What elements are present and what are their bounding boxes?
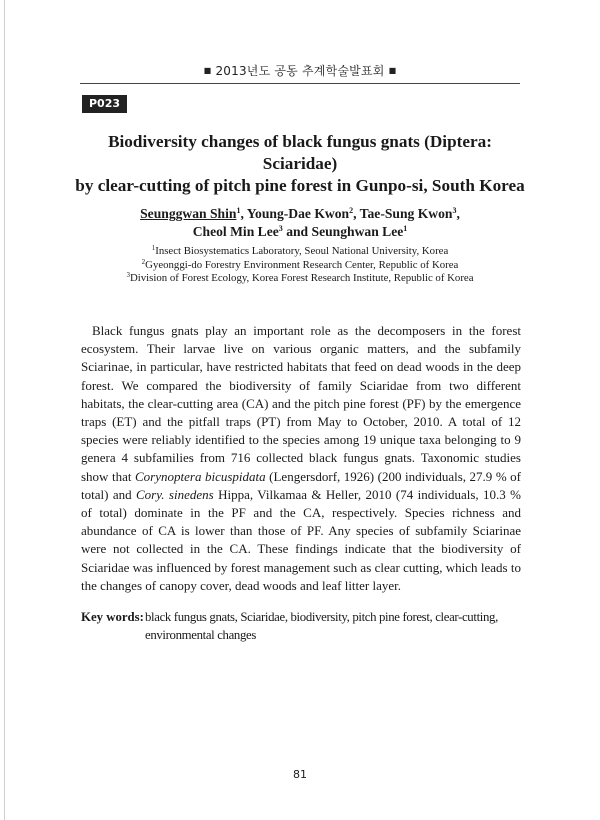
affiliation-text: Gyeonggi-do Forestry Environment Research Center, Republic of Korea [145, 258, 459, 271]
species-name: Cory. sinedens [135, 486, 214, 502]
keywords-text: black fungus gnats, Sciaridae, biodiversity, pitch pine forest, clear-cutting, environmental changes [145, 610, 498, 642]
author-line-2 [80, 223, 520, 241]
affiliation-item [70, 272, 530, 286]
author-separator: , [456, 206, 460, 221]
author-name: Tae-Sung Kwon [359, 206, 453, 221]
square-bullet-icon: ■ [388, 66, 397, 75]
author-name: Cheol Min Lee [192, 224, 279, 239]
title-line-1: Biodiversity changes of black fungus gnats (Diptera: Sciaridae) [108, 132, 492, 173]
author-name: Seunggwan Shin [140, 206, 237, 221]
paper-title [70, 131, 530, 197]
abstract-text: (Lengersdorf, 1926) (200 individuals, 27.9 % of total) and [81, 468, 522, 502]
author-separator: and [282, 224, 312, 239]
affiliation-text: Insect Biosystematics Laboratory, Seoul National University, Korea [155, 245, 449, 257]
author-affil-num: 3 [278, 224, 283, 233]
author-separator: , [240, 206, 247, 221]
square-bullet-icon: ■ [203, 66, 212, 75]
affiliation-item [70, 259, 530, 273]
author-affil-num: 1 [403, 224, 408, 233]
title-line-2: by clear-cutting of pitch pine forest in Gunpo-si, South Korea [75, 176, 525, 195]
author-name: Young-Dae Kwon [246, 206, 350, 221]
affiliation-list [70, 245, 530, 286]
abstract-text: Hippa, Vilkamaa & Heller, 2010 (74 individuals, 10.3 % of total) dominate in the PF and the CA, respectively. Species richness and abundance of CA is lower than those of PF. Any species of subfamily Sciarinae were not collected in the CA. These findings indicate that the biodiversity of Sciaridae was influenced by forest management such as clear cutting, which leads to the changes of canopy cover, dead woods and leaf litter layer. [81, 486, 521, 593]
page-edge-line [4, 0, 5, 820]
affiliation-num: 2 [141, 257, 146, 266]
species-name: Corynoptera bicuspidata [135, 468, 266, 484]
affiliation-text: Division of Forest Ecology, Korea Forest Research Institute, Republic of Korea [129, 272, 474, 284]
poster-label: P023 [82, 95, 127, 113]
conference-name: 2013년도 공동 추계학술발표회 [215, 64, 385, 78]
affiliation-num: 3 [126, 271, 130, 279]
page-number: 81 [293, 768, 307, 781]
author-list [80, 205, 520, 241]
header-rule [80, 83, 520, 84]
abstract-paragraph [81, 322, 521, 595]
author-affil-num: 2 [349, 206, 354, 215]
author-affil-num: 1 [236, 206, 241, 215]
running-header [80, 62, 520, 79]
author-line-1 [80, 205, 520, 223]
affiliation-num: 1 [151, 244, 156, 252]
author-separator: , [353, 206, 360, 221]
abstract-text: Black fungus gnats play an important role as the decomposers in the forest ecosystem. Their larvae live on various organic matters, and the subfamily Sciarinae, in particular, have restricted habitats that feed on dead woods in the deep forest. We compared the biodiversity of family Sciaridae from two different habitats, the clear-cutting area (CA) and the pitch pine forest (PF) by the emergence traps (ET) and the pitfall traps (PT) from May to October, 2010. A total of 12 species were reliably identified to the species among 19 unique taxa belonging to 9 genera 4 subfamilies from 716 collected black fungus gnats. Taxonomic studies show that [81, 323, 521, 484]
author-name: Seunghwan Lee [311, 224, 404, 239]
keywords-label: Key words: [81, 610, 144, 624]
affiliation-item [70, 245, 530, 259]
author-affil-num: 3 [452, 206, 457, 215]
